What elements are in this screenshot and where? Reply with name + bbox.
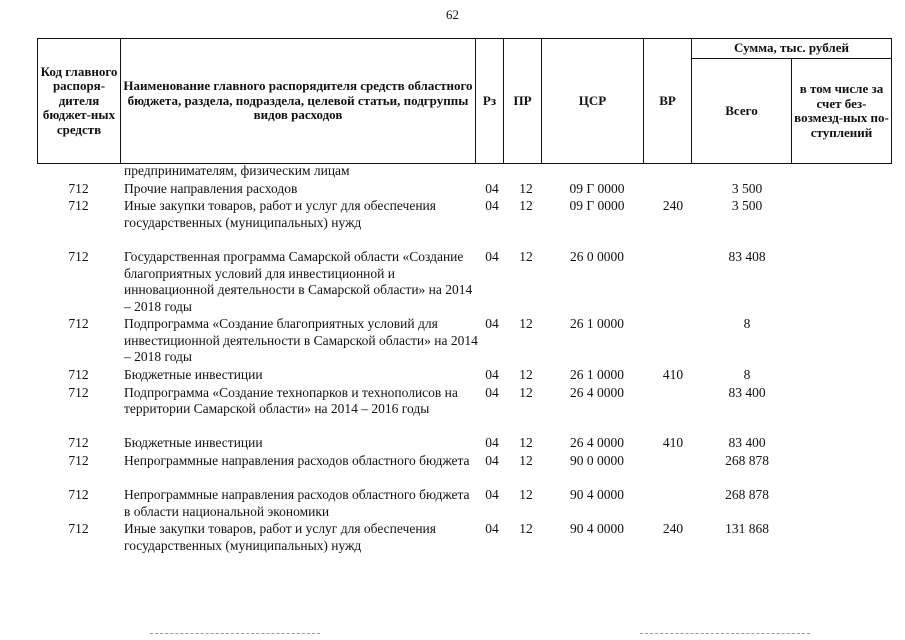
header-csr: ЦСР [542,39,644,164]
cell-rz: 04 [485,487,499,503]
cell-code: 712 [68,316,89,332]
cell-csr: 26 1 0000 [570,316,624,332]
cell-csr: 90 4 0000 [570,487,624,503]
header-pr: ПР [504,39,542,164]
cell-pr: 12 [519,384,533,400]
header-name: Наименование главного распорядителя средств областного бюджета, раздела, подраздела, целевой статьи, подгруппы видов расходов [121,39,476,164]
cell-name: предпринимателям, физическим лицам [124,163,350,178]
cell-rz: 04 [485,521,499,537]
cell-name: Прочие направления расходов [124,180,298,196]
cell-pr: 12 [519,453,533,468]
cell-total: 268 878 [725,453,769,468]
cell-name: Непрограммные направления расходов областного бюджета в области национальной экономики [124,487,470,519]
cell-total: 3 500 [731,198,763,214]
cell-total: 3 500 [731,180,763,196]
header-rz: Рз [476,39,504,164]
cell-name: Подпрограмма «Создание благоприятных условий для инвестиционной деятельности в Самарской области» на 2014 – 2018 годы [124,316,478,365]
cell-csr: 90 0 0000 [570,453,624,468]
cell-code: 712 [68,487,89,503]
cell-csr: 09 Г 0000 [569,180,625,196]
cell-csr: 26 0 0000 [570,249,624,265]
cell-total: 131 868 [725,521,769,537]
cell-pr: 12 [519,198,533,214]
cell-pr: 12 [519,487,533,503]
cell-total: 8 [743,316,751,332]
cell-name: Иные закупки товаров, работ и услуг для обеспечения государственных (муниципальных) нужд [124,198,436,230]
footer-rule-right [640,633,810,634]
cell-code: 712 [68,180,89,196]
cell-vr: 410 [662,435,684,451]
cell-pr: 12 [519,366,533,382]
header-sum: Сумма, тыс. рублей [692,39,892,59]
cell-pr: 12 [519,180,533,196]
table-header [37,38,892,164]
cell-code: 712 [68,249,89,265]
cell-rz: 04 [485,198,499,214]
page-number: 62 [446,7,459,22]
cell-name: Бюджетные инвестиции [124,435,263,451]
cell-name: Иные закупки товаров, работ и услуг для обеспечения государственных (муниципальных) нужд [124,521,436,553]
footer-rule-left [150,633,320,634]
cell-csr: 90 4 0000 [570,521,624,537]
cell-csr: 26 4 0000 [570,384,624,400]
cell-code: 712 [68,453,89,468]
cell-pr: 12 [519,435,533,451]
cell-rz: 04 [485,384,499,400]
cell-code: 712 [68,435,89,451]
cell-code: 712 [68,384,89,400]
cell-pr: 12 [519,316,533,332]
cell-code: 712 [68,198,89,214]
cell-total: 8 [743,366,751,382]
header-code: Код главного распоря-дителя бюджет-ных средств [38,39,121,164]
cell-name: Государственная программа Самарской области «Создание благоприятных условий для инвестиционной и инновационной деятельности в Самарской области» на 2014 – 2018 годы [124,249,473,314]
cell-code: 712 [68,521,89,537]
cell-vr: 240 [662,198,684,214]
cell-vr: 410 [662,366,684,382]
cell-total: 83 400 [728,435,766,451]
cell-rz: 04 [485,435,499,451]
cell-rz: 04 [485,249,499,265]
cell-csr: 26 1 0000 [570,366,624,382]
cell-total: 83 400 [728,384,766,400]
cell-rz: 04 [485,366,499,382]
cell-csr: 09 Г 0000 [569,198,625,214]
cell-total: 268 878 [725,487,769,503]
header-total: Всего [692,59,792,164]
header-grant: в том числе за счет без-возмезд-ных по-ступлений [792,59,892,164]
cell-total: 83 408 [728,249,766,265]
cell-rz: 04 [485,180,499,196]
cell-rz: 04 [485,316,499,332]
cell-rz: 04 [485,453,499,468]
cell-name: Бюджетные инвестиции [124,366,263,382]
cell-pr: 12 [519,521,533,537]
cell-vr: 240 [662,521,684,537]
cell-name: Подпрограмма «Создание технопарков и технополисов на территории Самарской области» на 2014 – 2016 годы [124,384,458,417]
header-vr: ВР [644,39,692,164]
cell-name: Непрограммные направления расходов областного бюджета [124,453,470,468]
cell-pr: 12 [519,249,533,265]
cell-code: 712 [68,366,89,382]
cell-csr: 26 4 0000 [570,435,624,451]
